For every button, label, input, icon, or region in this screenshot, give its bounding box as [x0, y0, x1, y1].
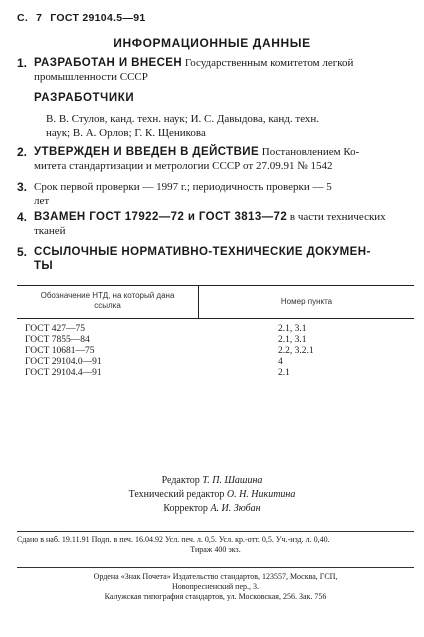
tech-editor-role: Технический редактор [128, 489, 225, 500]
section-1-text [34, 56, 414, 84]
section-4-text [34, 210, 414, 238]
page-number: 7 [36, 12, 43, 24]
section-2-number: 2. [17, 145, 28, 159]
section-5-line1: ССЫЛОЧНЫЕ НОРМАТИВНО-ТЕХНИЧЕСКИЕ ДОКУМЕН- [34, 246, 371, 258]
imprint-rule [17, 531, 414, 532]
table-row-doc: ГОСТ 427—75 [25, 324, 85, 334]
table-row-doc: ГОСТ 29104.0—91 [25, 357, 102, 367]
footer-line2: Новопресненский пер., 3. [171, 582, 260, 591]
table-row-point: 2.1, 3.1 [278, 324, 307, 334]
table-header-rule [17, 318, 414, 319]
corrector-name: А. И. Зюбан [210, 503, 261, 514]
section-1-number: 1. [17, 56, 28, 70]
developers-list [46, 112, 414, 140]
section-3-line1: Срок первой проверки — 1997 г.; периодичность проверки — 5 [34, 181, 332, 193]
section-1-line2: промышленности СССР [34, 71, 148, 83]
section-2-heading: УТВЕРЖДЕН И ВВЕДЕН В ДЕЙСТВИЕ [34, 146, 260, 158]
doc-id: ГОСТ 29104.5—91 [50, 12, 146, 24]
corrector-role: Корректор [163, 503, 208, 514]
footer-line3: Калужская типография стандартов, ул. Московская, 256. Зак. 756 [104, 592, 327, 601]
section-4-line1: в части технических [289, 211, 386, 223]
imprint [17, 535, 414, 555]
table-header-document-line2: ссылка [94, 301, 121, 310]
section-5-heading [34, 245, 414, 273]
table-row-doc: ГОСТ 7855—84 [25, 335, 90, 345]
imprint-line1: Сдано в наб. 19.11.91 Подп. в печ. 16.04.92 Усл. печ. л. 0,5. Усл. кр.-отт. 0,5. Уч.-изд. л. 0,40. [17, 535, 330, 544]
section-5-line2: ТЫ [34, 260, 54, 272]
section-4-heading: ВЗАМЕН ГОСТ 17922—72 и ГОСТ 3813—72 [34, 211, 288, 223]
table-header-point: Номер пункта [280, 297, 333, 306]
table-row-point: 2.2, 3.2.1 [278, 346, 314, 356]
table-row-doc: ГОСТ 29104.4—91 [25, 368, 102, 378]
section-3-number: 3. [17, 180, 28, 194]
table-row-doc: ГОСТ 10681—75 [25, 346, 95, 356]
table-top-rule [17, 285, 414, 286]
tech-editor-name: О. Н. Никитина [226, 489, 296, 500]
section-2-line2: митета стандартизации и метрологии СССР от 27.09.91 № 1542 [34, 160, 333, 172]
developers-heading: РАЗРАБОТЧИКИ [34, 92, 135, 104]
imprint-line2: Тираж 400 экз. [190, 545, 241, 554]
editor-name: Т. П. Шашина [202, 475, 263, 486]
developers-line1: В. В. Стулов, канд. техн. наук; И. С. Давыдова, канд. техн. [46, 113, 320, 125]
publisher-footer [17, 572, 414, 602]
editor-role: Редактор [161, 475, 200, 486]
section-1-heading: РАЗРАБОТАН И ВНЕСЕН [34, 57, 183, 69]
table-row-point: 4 [278, 357, 283, 367]
page-letter: С. [17, 12, 29, 24]
credits-block [0, 474, 424, 516]
page-header [17, 12, 146, 24]
footer-rule [17, 567, 414, 568]
table-header-document [17, 291, 198, 311]
section-2-text [34, 145, 414, 173]
table-row-point: 2.1, 3.1 [278, 335, 307, 345]
table-header-document-line1: Обозначение НТД, на который дана [40, 291, 175, 300]
page-title: ИНФОРМАЦИОННЫЕ ДАННЫЕ [113, 36, 311, 50]
section-5-number: 5. [17, 245, 28, 259]
section-2-line1: Постановлением Ко- [261, 146, 360, 158]
section-4-number: 4. [17, 210, 28, 224]
section-4-line2: тканей [34, 225, 66, 237]
developers-line2: наук; В. А. Орлов; Г. К. Щеникова [46, 127, 206, 139]
table-row-point: 2.1 [278, 368, 290, 378]
footer-line1: Ордена «Знак Почета» Издательство стандартов, 123557, Москва, ГСП, [93, 572, 338, 581]
section-3-line2: лет [34, 195, 50, 207]
section-1-line1: Государственным комитетом легкой [184, 57, 354, 69]
section-3-text [34, 180, 414, 208]
